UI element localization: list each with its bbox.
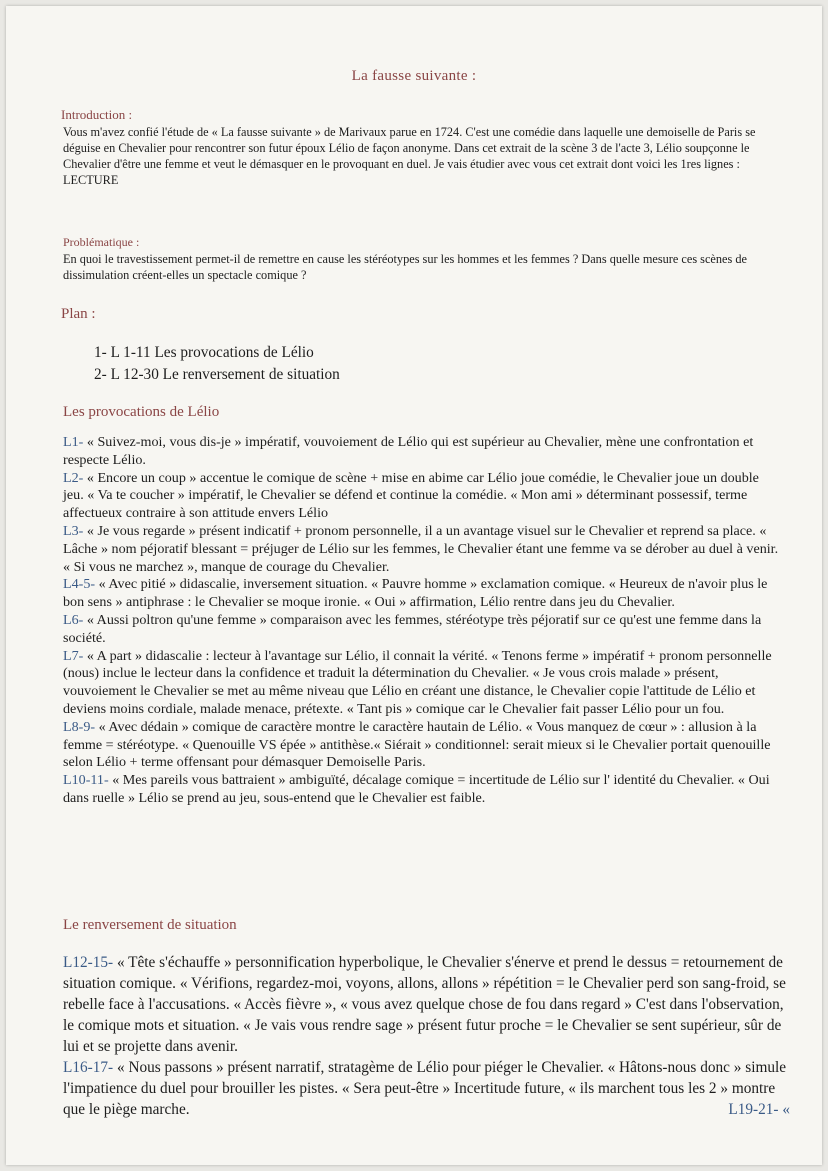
line-reference: L1- — [63, 434, 84, 450]
analysis-paragraph — [63, 576, 783, 612]
line-reference: L8-9- — [63, 718, 96, 735]
paragraph-text: « Tête s'échauffe » personnification hyperbolique, le Chevalier s'énerve et prend le dessus = retournement de situation comique. « Vérifions, regardez-moi, voyons, allons, allons » répétition = le Chevalier perd son sang-froid, se rebelle face à l'accusations. « Accès fièvre », « vous avez quelque chose de fou dans regard » C'est dans l'observation, le comique mots et situation. « Je vais vous rendre sage » présent futur proche = le Chevalier se sent supérieur, sûr de lui et se projette dans avenir. — [63, 954, 786, 1055]
plan-item: 1- L 1-11 Les provocations de Lélio — [94, 344, 314, 361]
section-heading-renversement: Le renversement de situation — [63, 917, 237, 933]
line-reference: L3- — [63, 522, 84, 539]
analysis-paragraph — [63, 612, 783, 648]
introduction-text: Vous m'avez confié l'étude de « La fausse suivante » de Marivaux parue en 1724. C'est une comédie dans laquelle une demoiselle de Paris se déguise en Chevalier pour rencontrer son futur époux Lélio de façon anonyme. Dans cet extrait de la scène 3 de l'acte 3, Lélio soupçonne le Chevalier d'être une femme et veut le démasquer en le provoquant en duel. Je vais étudier avec vous cet extrait dont voici les 1res lignes : LECTURE — [63, 125, 756, 187]
line-reference: L6- — [63, 611, 84, 628]
analysis-paragraph — [63, 952, 790, 1057]
problematique-heading: Problématique : — [63, 235, 140, 249]
analysis-paragraph — [63, 648, 783, 719]
section-body-provocations — [63, 434, 783, 808]
section-body-renversement — [63, 952, 790, 1120]
line-reference: L10-11- — [63, 772, 109, 789]
line-reference: L2- — [63, 469, 84, 486]
paragraph-text: « Suivez-moi, vous dis-je » impératif, vouvoiement de Lélio qui est supérieur au Chevalier, mène une confrontation et respecte Lélio. — [63, 434, 754, 468]
page-title: La fausse suivante : — [351, 68, 477, 84]
paragraph-text: « Aussi poltron qu'une femme » comparaison avec les femmes, stéréotype très péjoratif sur ce qu'est une femme dans la société. — [63, 611, 762, 646]
line-reference: L16-17- — [63, 1059, 114, 1076]
plan-list — [94, 342, 340, 386]
trailing-line-reference: L19-21- « — [728, 1101, 790, 1118]
paragraph-text: « Nous passons » présent narratif, stratagème de Lélio pour piéger le Chevalier. « Hâtons-nous donc » simule l'impatience du duel pour brouiller les pistes. « Sera peut-être » Incertitude future, « ils marchent tous les 2 » montre que le piège marche. — [63, 1059, 787, 1118]
paragraph-text: « Je vous regarde » présent indicatif + pronom personnelle, il a un avantage visuel sur le Chevalier et reprend sa place. « Lâche » nom péjoratif blessant = préjuger de Lélio sur les femmes, le Chevalier étant une femme va se dérober au duel à venir. « Si vous ne marchez », manque de courage du Chevalier. — [63, 522, 779, 575]
problematique-text: En quoi le travestissement permet-il de remettre en cause les stéréotypes sur les hommes et les femmes ? Dans quelle mesure ces scènes de dissimulation créent-elles un spectacle comique ? — [63, 252, 747, 282]
line-reference: L7- — [63, 647, 84, 664]
analysis-paragraph — [63, 470, 783, 523]
analysis-paragraph — [63, 772, 783, 808]
analysis-paragraph — [63, 719, 783, 772]
paragraph-text: « Avec pitié » didascalie, inversement situation. « Pauvre homme » exclamation comique. « Heureux de n'avoir plus le bon sens » antiphrase : le Chevalier se moque ironie. « Oui » affirmation, Lélio rentre dans jeu du Chevalier. — [63, 576, 768, 611]
analysis-paragraph — [63, 523, 783, 576]
paragraph-text: « Mes pareils vous battraient » ambiguïté, décalage comique = incertitude de Lélio sur l' identité du Chevalier. « Oui dans ruelle » Lélio se prend au jeu, sous-entend que le Chevalier est faible. — [63, 772, 770, 806]
plan-item: 2- L 12-30 Le renversement de situation — [94, 366, 340, 383]
section-heading-provocations: Les provocations de Lélio — [63, 404, 220, 420]
analysis-paragraph — [63, 1057, 790, 1120]
plan-heading: Plan : — [61, 306, 96, 322]
line-reference: L12-15- — [63, 954, 114, 971]
line-reference: L4-5- — [63, 576, 96, 593]
introduction-heading: Introduction : — [61, 107, 133, 122]
paragraph-text: « A part » didascalie : lecteur à l'avantage sur Lélio, il connait la vérité. « Tenons ferme » impératif + pronom personnelle (nous) inclue le lecteur dans la confidence et traduit la détermination du Chevalier. « Je vous crois malade » présent, vouvoiement le Chevalier se met au même niveau que Lélio en créant une distance, le Chevalier copie l'attitude de Lélio et deviens moins cordiale, malade menace, prétexte. « Tant pis » comique car le Chevalier fait passer Lélio pour un fou. — [63, 647, 772, 717]
paragraph-text: « Avec dédain » comique de caractère montre le caractère hautain de Lélio. « Vous manquez de cœur » : allusion à la femme = stéréotype. « Quenouille VS épée » antithèse.« Siérait » conditionnel: serait mieux si le Chevalier portait quenouille selon Lélio + terme offensant pour démasquer Demoiselle Paris. — [63, 718, 771, 771]
document-page — [6, 6, 822, 1165]
paragraph-text: « Encore un coup » accentue le comique de scène + mise en abime car Lélio joue comédie, le Chevalier joue un double jeu. « Va te coucher » impératif, le Chevalier se défend et continue la comédie. « Mon ami » déterminant possessif, terme affectueux contraire à son attitude envers Lélio — [63, 469, 759, 522]
analysis-paragraph — [63, 434, 783, 470]
